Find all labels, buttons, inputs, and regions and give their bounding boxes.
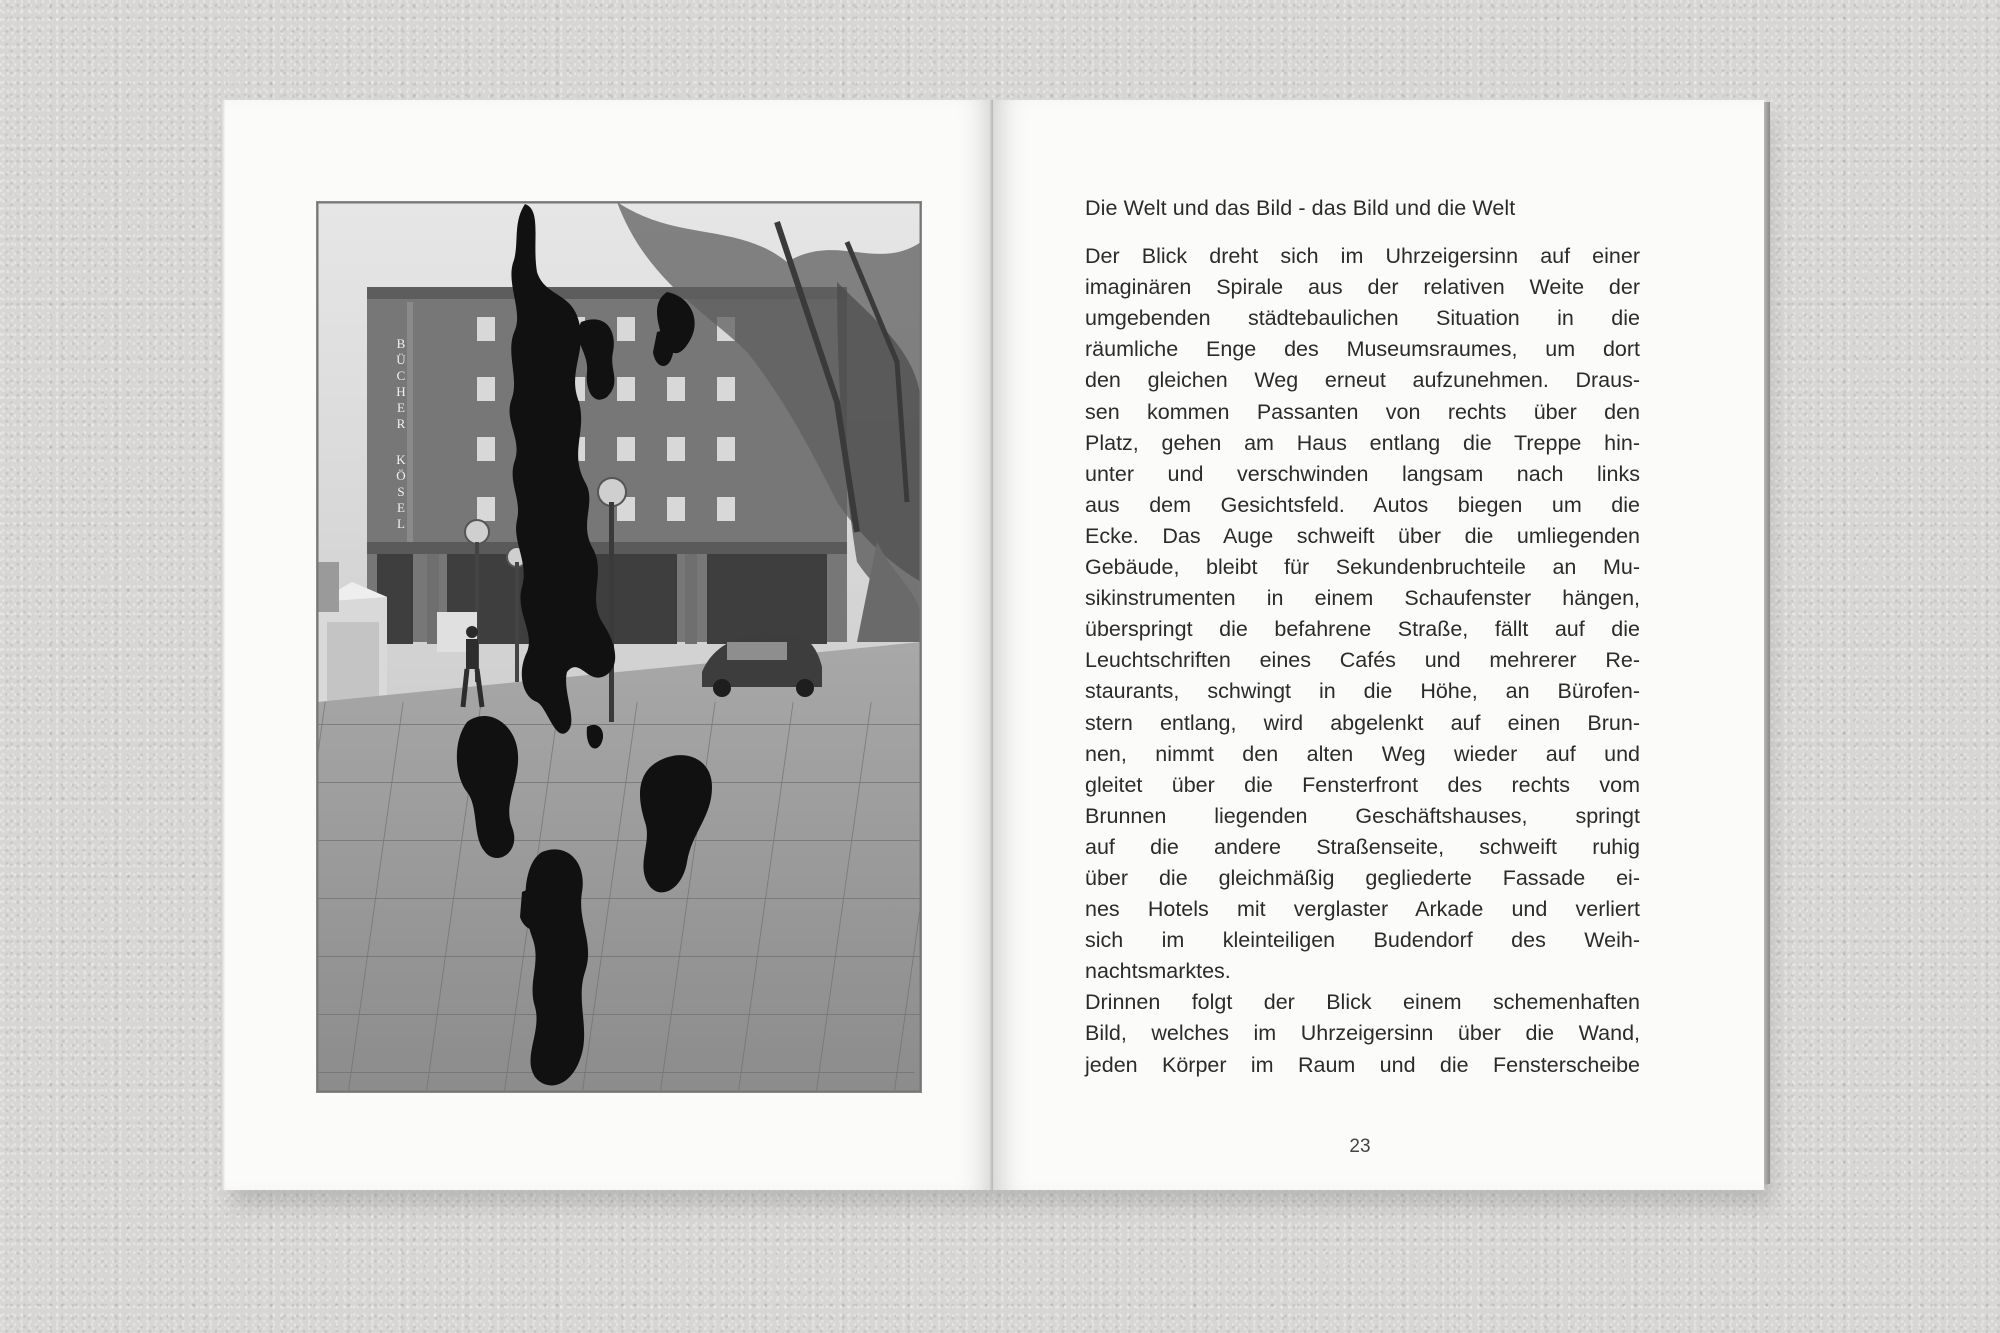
text-line: Ecke. Das Auge schweift über die umliegenden <box>1085 523 1640 548</box>
text-line: sen kommen Passanten von rechts über den <box>1085 399 1640 424</box>
article-text <box>1085 193 1640 1081</box>
text-line: sikinstrumenten in einem Schaufenster hängen, <box>1085 586 1640 611</box>
text-line: staurants, schwingt in die Höhe, an Bürofen- <box>1085 679 1640 704</box>
text-line: den gleichen Weg erneut aufzunehmen. Draus- <box>1085 368 1640 393</box>
page-number: 23 <box>1349 1136 1371 1157</box>
text-line: nes Hotels mit verglaster Arkade und verliert <box>1085 897 1640 922</box>
text-line: Brunnen liegenden Geschäftshauses, springt <box>1085 803 1640 828</box>
sign-letter: H <box>396 384 406 399</box>
sign-letter: L <box>397 516 405 531</box>
text-line: auf die andere Straßenseite, schweift ruhig <box>1085 834 1640 859</box>
text-line: aus dem Gesichtsfeld. Autos biegen um die <box>1085 492 1640 517</box>
text-line: Leuchtschriften eines Cafés und mehrerer Re- <box>1085 648 1640 673</box>
sign-letter: K <box>396 452 406 467</box>
sign-letter: S <box>397 484 405 499</box>
text-line: Bild, welches im Uhrzeigersinn über die Wand, <box>1085 1021 1640 1046</box>
text-line: nachtsmarktes. <box>1085 959 1231 984</box>
photo-graphic <box>317 202 921 1092</box>
text-line: unter und verschwinden langsam nach links <box>1085 461 1640 486</box>
sign-letter: B <box>396 336 406 351</box>
text-line: überspringt die befahrene Straße, fällt auf die <box>1085 617 1640 642</box>
text-line: gleitet über die Fensterfront des rechts vom <box>1085 772 1640 797</box>
article-paragraph-2 <box>1085 987 1640 1080</box>
text-line: sich im kleinteiligen Budendorf des Weih- <box>1085 928 1640 953</box>
text-line: jeden Körper im Raum und die Fensterscheibe <box>1085 1052 1640 1077</box>
sign-letter: Ö <box>396 468 406 483</box>
text-line: nen, nimmt den alten Weg wieder auf und <box>1085 741 1640 766</box>
left-page <box>222 100 993 1190</box>
article-heading: Die Welt und das Bild - das Bild und die Welt <box>1085 196 1516 220</box>
article-paragraph-1 <box>1085 241 1640 987</box>
sign-letter: E <box>397 400 405 415</box>
text-line: Der Blick dreht sich im Uhrzeigersinn auf einer <box>1085 244 1640 269</box>
street-photograph <box>317 202 921 1092</box>
sign-letter: E <box>397 500 405 515</box>
sign-letter: Ü <box>396 352 406 367</box>
text-line: umgebenden städtebaulichen Situation in die <box>1085 306 1640 331</box>
text-line: stern entlang, wird abgelenkt auf einen Brun- <box>1085 710 1640 735</box>
sign-letter: R <box>396 416 406 431</box>
text-line: imaginären Spirale aus der relativen Weite der <box>1085 275 1640 300</box>
text-line: über die gleichmäßig gegliederte Fassade ei- <box>1085 865 1640 890</box>
text-line: Gebäude, bleibt für Sekundenbruchteile an Mu- <box>1085 555 1640 580</box>
text-line: räumliche Enge des Museumsraumes, um dort <box>1085 337 1640 362</box>
text-line: Platz, gehen am Haus entlang die Treppe hin- <box>1085 430 1640 455</box>
text-line: Drinnen folgt der Blick einem schemenhaften <box>1085 990 1640 1015</box>
sign-letter: C <box>396 368 406 383</box>
